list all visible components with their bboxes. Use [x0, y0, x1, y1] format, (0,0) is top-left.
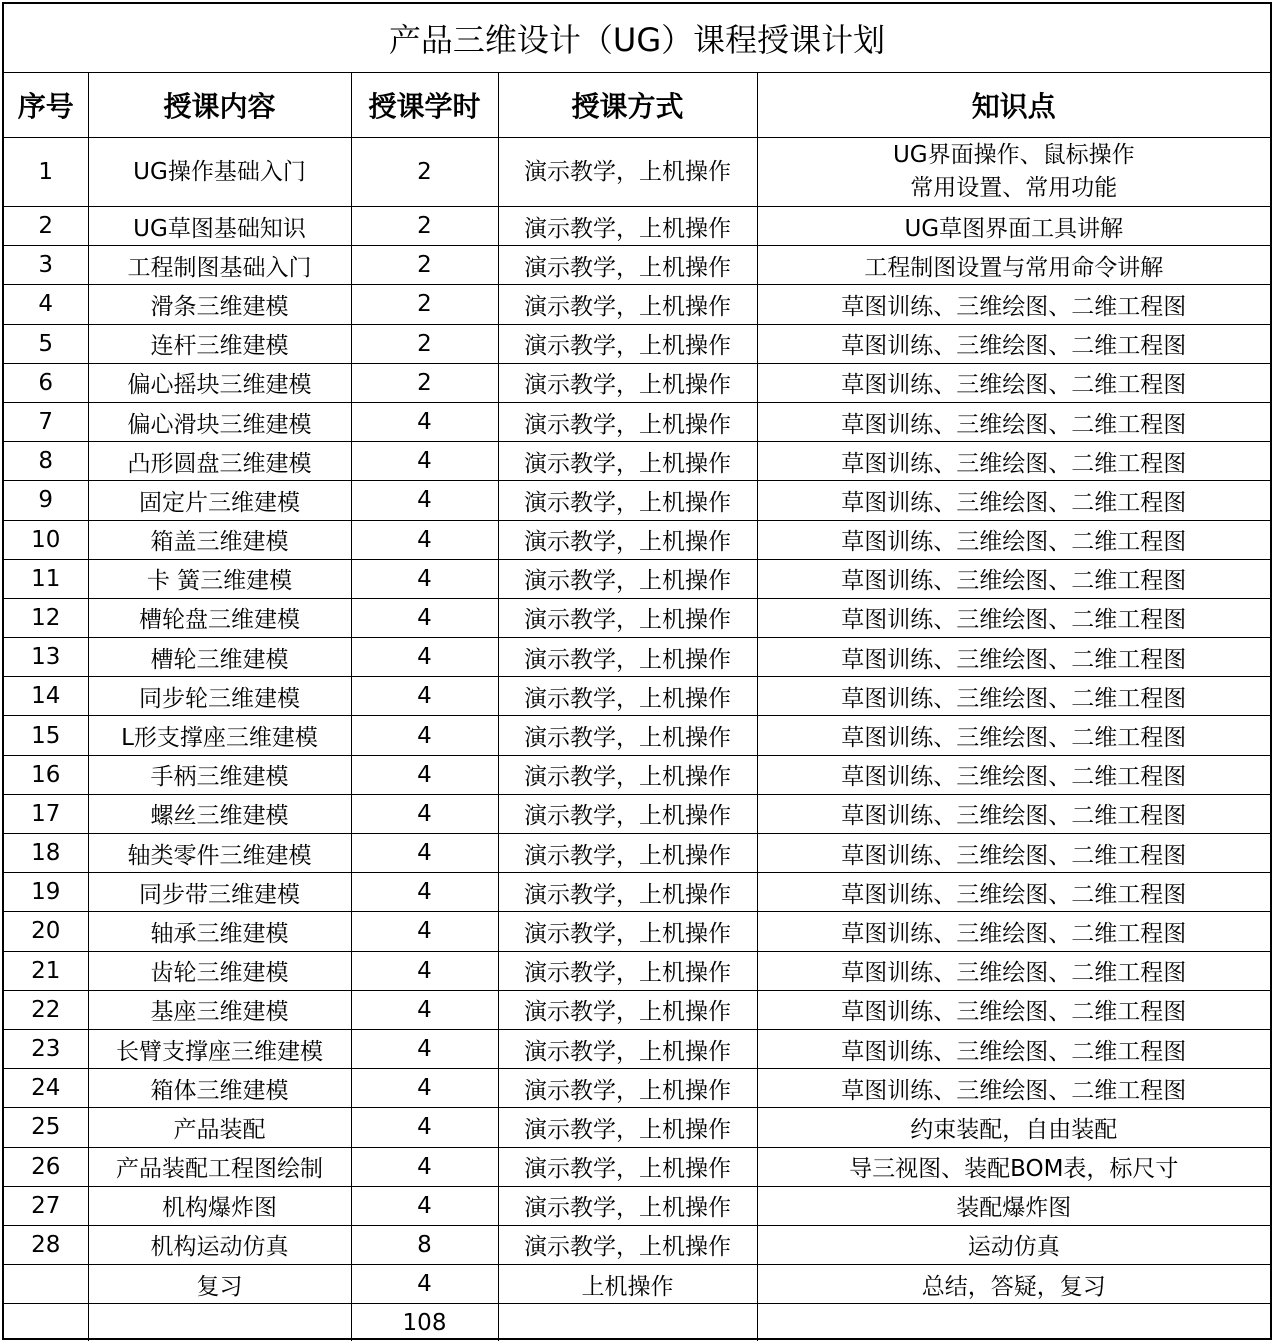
cell-method: 演示教学，上机操作 [498, 990, 757, 1029]
cell-content: L形支撑座三维建模 [88, 716, 351, 755]
table-row [4, 1147, 1270, 1186]
knowledge-point-line: 草图训练、三维绘图、二维工程图 [841, 881, 1187, 908]
cell-no: 19 [4, 873, 88, 912]
knowledge-point-line: UG界面操作、鼠标操作 [892, 142, 1135, 168]
cell-hours: 4 [351, 912, 498, 951]
cell-no [4, 1304, 88, 1342]
cell-method: 演示教学，上机操作 [498, 755, 757, 794]
cell-points [757, 598, 1270, 637]
table-title: 产品三维设计（UG）课程授课计划 [4, 4, 1270, 73]
cell-no: 15 [4, 716, 88, 755]
knowledge-point-line: 草图训练、三维绘图、二维工程图 [841, 960, 1187, 987]
header-no: 序号 [4, 73, 88, 138]
table-row [4, 716, 1270, 755]
cell-method: 演示教学，上机操作 [498, 442, 757, 481]
cell-method: 演示教学，上机操作 [498, 1108, 757, 1147]
table-row [4, 246, 1270, 285]
cell-method: 演示教学，上机操作 [498, 834, 757, 873]
cell-no: 16 [4, 755, 88, 794]
cell-method: 演示教学，上机操作 [498, 873, 757, 912]
cell-method: 演示教学，上机操作 [498, 794, 757, 833]
cell-no: 25 [4, 1108, 88, 1147]
knowledge-point-line: 草图训练、三维绘图、二维工程图 [841, 333, 1187, 360]
cell-points [757, 755, 1270, 794]
cell-method: 演示教学，上机操作 [498, 716, 757, 755]
knowledge-point-line: 草图训练、三维绘图、二维工程图 [841, 803, 1187, 830]
cell-hours: 8 [351, 1225, 498, 1264]
knowledge-point-line: 草图训练、三维绘图、二维工程图 [841, 607, 1187, 634]
header-points: 知识点 [757, 73, 1270, 138]
table-row [4, 481, 1270, 520]
knowledge-point-line: 草图训练、三维绘图、二维工程图 [841, 685, 1187, 712]
cell-hours: 4 [351, 402, 498, 441]
cell-hours: 4 [351, 951, 498, 990]
header-content: 授课内容 [88, 73, 351, 138]
cell-method: 演示教学，上机操作 [498, 363, 757, 402]
knowledge-point-line: 草图训练、三维绘图、二维工程图 [841, 646, 1187, 673]
knowledge-point-line: 总结，答疑，复习 [921, 1273, 1106, 1300]
cell-points [757, 559, 1270, 598]
cell-points [757, 402, 1270, 441]
cell-points [757, 1304, 1270, 1342]
cell-content [88, 1304, 351, 1342]
cell-points [757, 520, 1270, 559]
table-row [4, 363, 1270, 402]
cell-method: 演示教学，上机操作 [498, 1029, 757, 1068]
cell-no: 18 [4, 834, 88, 873]
cell-hours: 108 [351, 1304, 498, 1342]
cell-no: 12 [4, 598, 88, 637]
cell-content: 轴类零件三维建模 [88, 834, 351, 873]
cell-points [757, 638, 1270, 677]
cell-no: 10 [4, 520, 88, 559]
cell-hours: 4 [351, 990, 498, 1029]
knowledge-point-line: 草图训练、三维绘图、二维工程图 [841, 725, 1187, 752]
cell-hours: 4 [351, 481, 498, 520]
cell-hours: 4 [351, 520, 498, 559]
cell-points [757, 481, 1270, 520]
cell-points [757, 912, 1270, 951]
cell-content: 凸形圆盘三维建模 [88, 442, 351, 481]
cell-points [757, 794, 1270, 833]
cell-method: 演示教学，上机操作 [498, 1186, 757, 1225]
knowledge-point-line: 常用设置、常用功能 [910, 175, 1118, 201]
cell-points [757, 1186, 1270, 1225]
cell-content: UG操作基础入门 [88, 138, 351, 207]
cell-content: 机构运动仿真 [88, 1225, 351, 1264]
knowledge-point-line: 导三视图、装配BOM表，标尺寸 [849, 1156, 1179, 1183]
cell-content: 箱体三维建模 [88, 1069, 351, 1108]
table-row [4, 559, 1270, 598]
cell-method [498, 1304, 757, 1342]
knowledge-point-line: 约束装配，自由装配 [910, 1116, 1118, 1143]
cell-no: 11 [4, 559, 88, 598]
table-row [4, 755, 1270, 794]
knowledge-point-line: 草图训练、三维绘图、二维工程图 [841, 411, 1187, 438]
cell-hours: 4 [351, 598, 498, 637]
cell-content: 螺丝三维建模 [88, 794, 351, 833]
cell-hours: 2 [351, 285, 498, 324]
table-row [4, 1265, 1270, 1304]
header-row [4, 73, 1270, 138]
cell-method: 演示教学，上机操作 [498, 324, 757, 363]
cell-method: 演示教学，上机操作 [498, 1225, 757, 1264]
cell-content: 齿轮三维建模 [88, 951, 351, 990]
cell-points [757, 677, 1270, 716]
knowledge-point-line: UG草图界面工具讲解 [904, 215, 1124, 242]
cell-hours: 4 [351, 755, 498, 794]
cell-no: 24 [4, 1069, 88, 1108]
cell-no: 17 [4, 794, 88, 833]
table-row [4, 951, 1270, 990]
knowledge-point-line: 装配爆炸图 [956, 1195, 1072, 1222]
table-row [4, 912, 1270, 951]
cell-method: 演示教学，上机操作 [498, 559, 757, 598]
cell-hours: 4 [351, 834, 498, 873]
cell-method: 上机操作 [498, 1265, 757, 1304]
cell-no: 9 [4, 481, 88, 520]
knowledge-point-line: 草图训练、三维绘图、二维工程图 [841, 1038, 1187, 1065]
cell-method: 演示教学，上机操作 [498, 402, 757, 441]
knowledge-point-line: 草图训练、三维绘图、二维工程图 [841, 1077, 1187, 1104]
cell-method: 演示教学，上机操作 [498, 1069, 757, 1108]
knowledge-point-line: 草图训练、三维绘图、二维工程图 [841, 372, 1187, 399]
cell-hours: 4 [351, 677, 498, 716]
cell-method: 演示教学，上机操作 [498, 207, 757, 246]
cell-content: 箱盖三维建模 [88, 520, 351, 559]
cell-no: 13 [4, 638, 88, 677]
cell-points [757, 363, 1270, 402]
cell-points [757, 1069, 1270, 1108]
cell-no [4, 1265, 88, 1304]
cell-content: 固定片三维建模 [88, 481, 351, 520]
cell-hours: 4 [351, 1186, 498, 1225]
cell-no: 20 [4, 912, 88, 951]
knowledge-point-line: 草图训练、三维绘图、二维工程图 [841, 450, 1187, 477]
cell-content: 工程制图基础入门 [88, 246, 351, 285]
knowledge-point-line: 草图训练、三维绘图、二维工程图 [841, 568, 1187, 595]
cell-content: 轴承三维建模 [88, 912, 351, 951]
table-body [4, 138, 1270, 1342]
cell-points [757, 1265, 1270, 1304]
cell-method: 演示教学，上机操作 [498, 951, 757, 990]
cell-content: 同步带三维建模 [88, 873, 351, 912]
cell-hours: 4 [351, 638, 498, 677]
cell-points [757, 873, 1270, 912]
header-method: 授课方式 [498, 73, 757, 138]
cell-method: 演示教学，上机操作 [498, 912, 757, 951]
cell-content: 槽轮三维建模 [88, 638, 351, 677]
cell-points [757, 1029, 1270, 1068]
cell-no: 14 [4, 677, 88, 716]
knowledge-point-line: 草图训练、三维绘图、二维工程图 [841, 293, 1187, 320]
cell-points [757, 138, 1270, 207]
cell-no: 7 [4, 402, 88, 441]
cell-method: 演示教学，上机操作 [498, 638, 757, 677]
cell-hours: 2 [351, 363, 498, 402]
knowledge-point-line: 草图训练、三维绘图、二维工程图 [841, 529, 1187, 556]
cell-no: 4 [4, 285, 88, 324]
cell-method: 演示教学，上机操作 [498, 520, 757, 559]
cell-method: 演示教学，上机操作 [498, 246, 757, 285]
course-plan-sheet [2, 2, 1272, 1340]
cell-hours: 4 [351, 442, 498, 481]
cell-hours: 4 [351, 1069, 498, 1108]
cell-hours: 4 [351, 1029, 498, 1068]
table-row [4, 873, 1270, 912]
cell-content: 手柄三维建模 [88, 755, 351, 794]
cell-no: 23 [4, 1029, 88, 1068]
cell-content: 偏心摇块三维建模 [88, 363, 351, 402]
cell-points [757, 834, 1270, 873]
table-row [4, 138, 1270, 207]
cell-content: 卡 簧三维建模 [88, 559, 351, 598]
cell-hours: 4 [351, 559, 498, 598]
cell-points [757, 716, 1270, 755]
cell-content: UG草图基础知识 [88, 207, 351, 246]
cell-content: 长臂支撑座三维建模 [88, 1029, 351, 1068]
cell-content: 槽轮盘三维建模 [88, 598, 351, 637]
cell-hours: 4 [351, 716, 498, 755]
cell-no: 22 [4, 990, 88, 1029]
cell-points [757, 1147, 1270, 1186]
table-row [4, 1029, 1270, 1068]
cell-points [757, 990, 1270, 1029]
table-row [4, 834, 1270, 873]
cell-content: 同步轮三维建模 [88, 677, 351, 716]
table-row [4, 324, 1270, 363]
table-row [4, 285, 1270, 324]
cell-no: 1 [4, 138, 88, 207]
cell-hours: 4 [351, 1108, 498, 1147]
cell-no: 26 [4, 1147, 88, 1186]
cell-no: 27 [4, 1186, 88, 1225]
knowledge-point-line: 草图训练、三维绘图、二维工程图 [841, 842, 1187, 869]
table-row [4, 677, 1270, 716]
cell-points [757, 246, 1270, 285]
cell-points [757, 324, 1270, 363]
cell-no: 8 [4, 442, 88, 481]
cell-no: 28 [4, 1225, 88, 1264]
knowledge-point-line: 草图训练、三维绘图、二维工程图 [841, 920, 1187, 947]
table-row [4, 520, 1270, 559]
table-row [4, 1304, 1270, 1342]
cell-no: 5 [4, 324, 88, 363]
cell-hours: 2 [351, 207, 498, 246]
cell-hours: 4 [351, 794, 498, 833]
table-row [4, 1108, 1270, 1147]
table-row [4, 1069, 1270, 1108]
table-row [4, 1186, 1270, 1225]
header-hours: 授课学时 [351, 73, 498, 138]
cell-content: 连杆三维建模 [88, 324, 351, 363]
knowledge-point-line: 草图训练、三维绘图、二维工程图 [841, 764, 1187, 791]
cell-points [757, 442, 1270, 481]
table-row [4, 990, 1270, 1029]
knowledge-point-line: 工程制图设置与常用命令讲解 [864, 254, 1164, 281]
cell-hours: 4 [351, 873, 498, 912]
table-row [4, 402, 1270, 441]
cell-method: 演示教学，上机操作 [498, 138, 757, 207]
table-row [4, 442, 1270, 481]
course-plan-table [4, 4, 1270, 1341]
cell-points [757, 1108, 1270, 1147]
cell-content: 基座三维建模 [88, 990, 351, 1029]
cell-hours: 2 [351, 246, 498, 285]
knowledge-point-line: 运动仿真 [967, 1234, 1060, 1261]
cell-points [757, 1225, 1270, 1264]
cell-no: 6 [4, 363, 88, 402]
cell-method: 演示教学，上机操作 [498, 285, 757, 324]
cell-no: 3 [4, 246, 88, 285]
cell-method: 演示教学，上机操作 [498, 598, 757, 637]
cell-content: 机构爆炸图 [88, 1186, 351, 1225]
table-row [4, 794, 1270, 833]
cell-no: 21 [4, 951, 88, 990]
cell-hours: 4 [351, 1265, 498, 1304]
table-row [4, 207, 1270, 246]
cell-points [757, 951, 1270, 990]
cell-content: 产品装配工程图绘制 [88, 1147, 351, 1186]
cell-content: 偏心滑块三维建模 [88, 402, 351, 441]
cell-method: 演示教学，上机操作 [498, 481, 757, 520]
cell-content: 复习 [88, 1265, 351, 1304]
cell-hours: 4 [351, 1147, 498, 1186]
knowledge-point-line: 草图训练、三维绘图、二维工程图 [841, 999, 1187, 1026]
cell-hours: 2 [351, 324, 498, 363]
table-row [4, 598, 1270, 637]
cell-points [757, 207, 1270, 246]
cell-content: 产品装配 [88, 1108, 351, 1147]
cell-no: 2 [4, 207, 88, 246]
cell-method: 演示教学，上机操作 [498, 1147, 757, 1186]
table-row [4, 1225, 1270, 1264]
knowledge-point-line: 草图训练、三维绘图、二维工程图 [841, 489, 1187, 516]
cell-hours: 2 [351, 138, 498, 207]
cell-method: 演示教学，上机操作 [498, 677, 757, 716]
table-row [4, 638, 1270, 677]
cell-content: 滑条三维建模 [88, 285, 351, 324]
cell-points [757, 285, 1270, 324]
